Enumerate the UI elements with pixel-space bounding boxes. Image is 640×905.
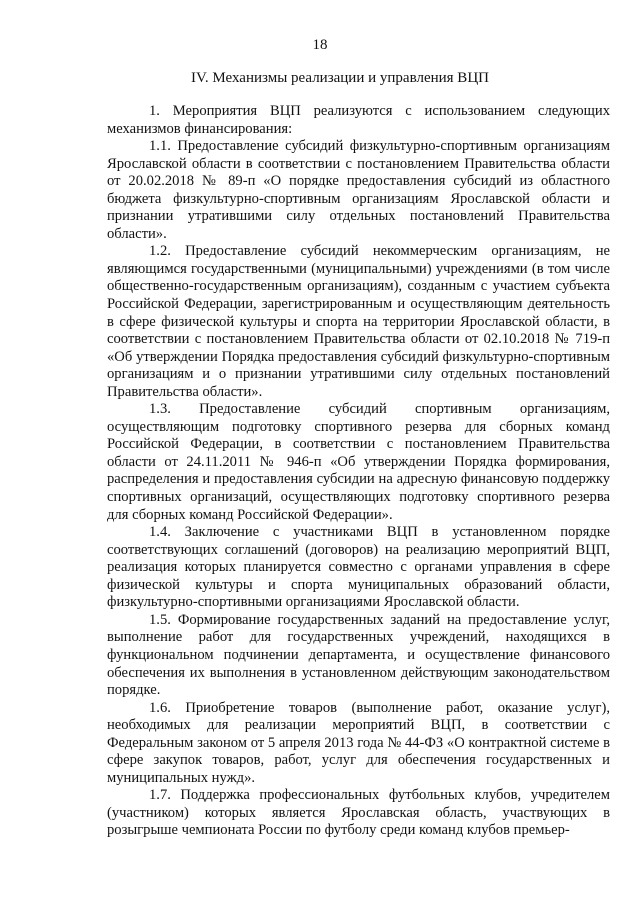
paragraph-1-2: 1.2. Предоставление субсидий некоммерческим организациям, не являющимся государственными (муниципальными) учреждениями (в том числе общественно-государственным организациям), созданным с участием субъекта Российской Федерации, зарегистрированным и осуществляющим деятельность в сфере физической культуры и спорта на территории Ярославской области, в соответствии с постановлением Правительства области от 02.10.2018 № 719-п «Об утверждении Порядка предоставления субсидий физкультурно-спортивным организациям и о признании утратившими силу отдельных постановлений Правительства области».	[107, 243, 610, 400]
page-number: 18	[312, 37, 328, 53]
paragraph-1-5: 1.5. Формирование государственных заданий на предоставление услуг, выполнение работ для государственных учреждений, находящихся в функциональном подчинении департамента, и осуществление финансового обеспечения их выполнения в установленном действующим законодательством порядке.	[107, 611, 610, 699]
body-text	[107, 103, 610, 840]
section-title: IV. Механизмы реализации и управления ВЦП	[191, 70, 489, 86]
paragraph-1-3: 1.3. Предоставление субсидий спортивным организациям, осуществляющим подготовку спортивного резерва для сборных команд Российской Федерации, в соответствии с постановлением Правительства области от 24.11.2011 № 946-п «Об утверждении Порядка формирования, распределения и предоставления субсидии на адресную финансовую поддержку спортивных организаций, осуществляющих подготовку спортивного резерва для сборных команд Российской Федерации».	[107, 401, 610, 523]
paragraph-1-1: 1.1. Предоставление субсидий физкультурно-спортивным организациям Ярославской области в соответствии с постановлением Правительства области от 20.02.2018 № 89-п «О порядке предоставления субсидий из областного бюджета физкультурно-спортивным организациям Ярославской области и признании утратившими силу отдельных постановлений Правительства области».	[107, 138, 610, 242]
paragraph-1-7: 1.7. Поддержка профессиональных футбольных клубов, учредителем (участником) которых является Ярославская область, участвующих в розыгрыше чемпионата России по футболу среди команд клубов премьер-	[107, 787, 610, 839]
paragraph-1: 1. Мероприятия ВЦП реализуются с использованием следующих механизмов финансирования:	[107, 103, 610, 137]
paragraph-1-6: 1.6. Приобретение товаров (выполнение работ, оказание услуг), необходимых для реализации мероприятий ВЦП, в соответствии с Федеральным законом от 5 апреля 2013 года № 44-ФЗ «О контрактной системе в сфере закупок товаров, работ, услуг для обеспечения государственных и муниципальных нужд».	[107, 699, 610, 786]
paragraph-1-4: 1.4. Заключение с участниками ВЦП в установленном порядке соответствующих соглашений (договоров) на реализацию мероприятий ВЦП, реализация которых планируется совместно с органами управления в сфере физической культуры и спорта муниципальных образований области, физкультурно-спортивными организациями Ярославской области.	[107, 524, 610, 611]
